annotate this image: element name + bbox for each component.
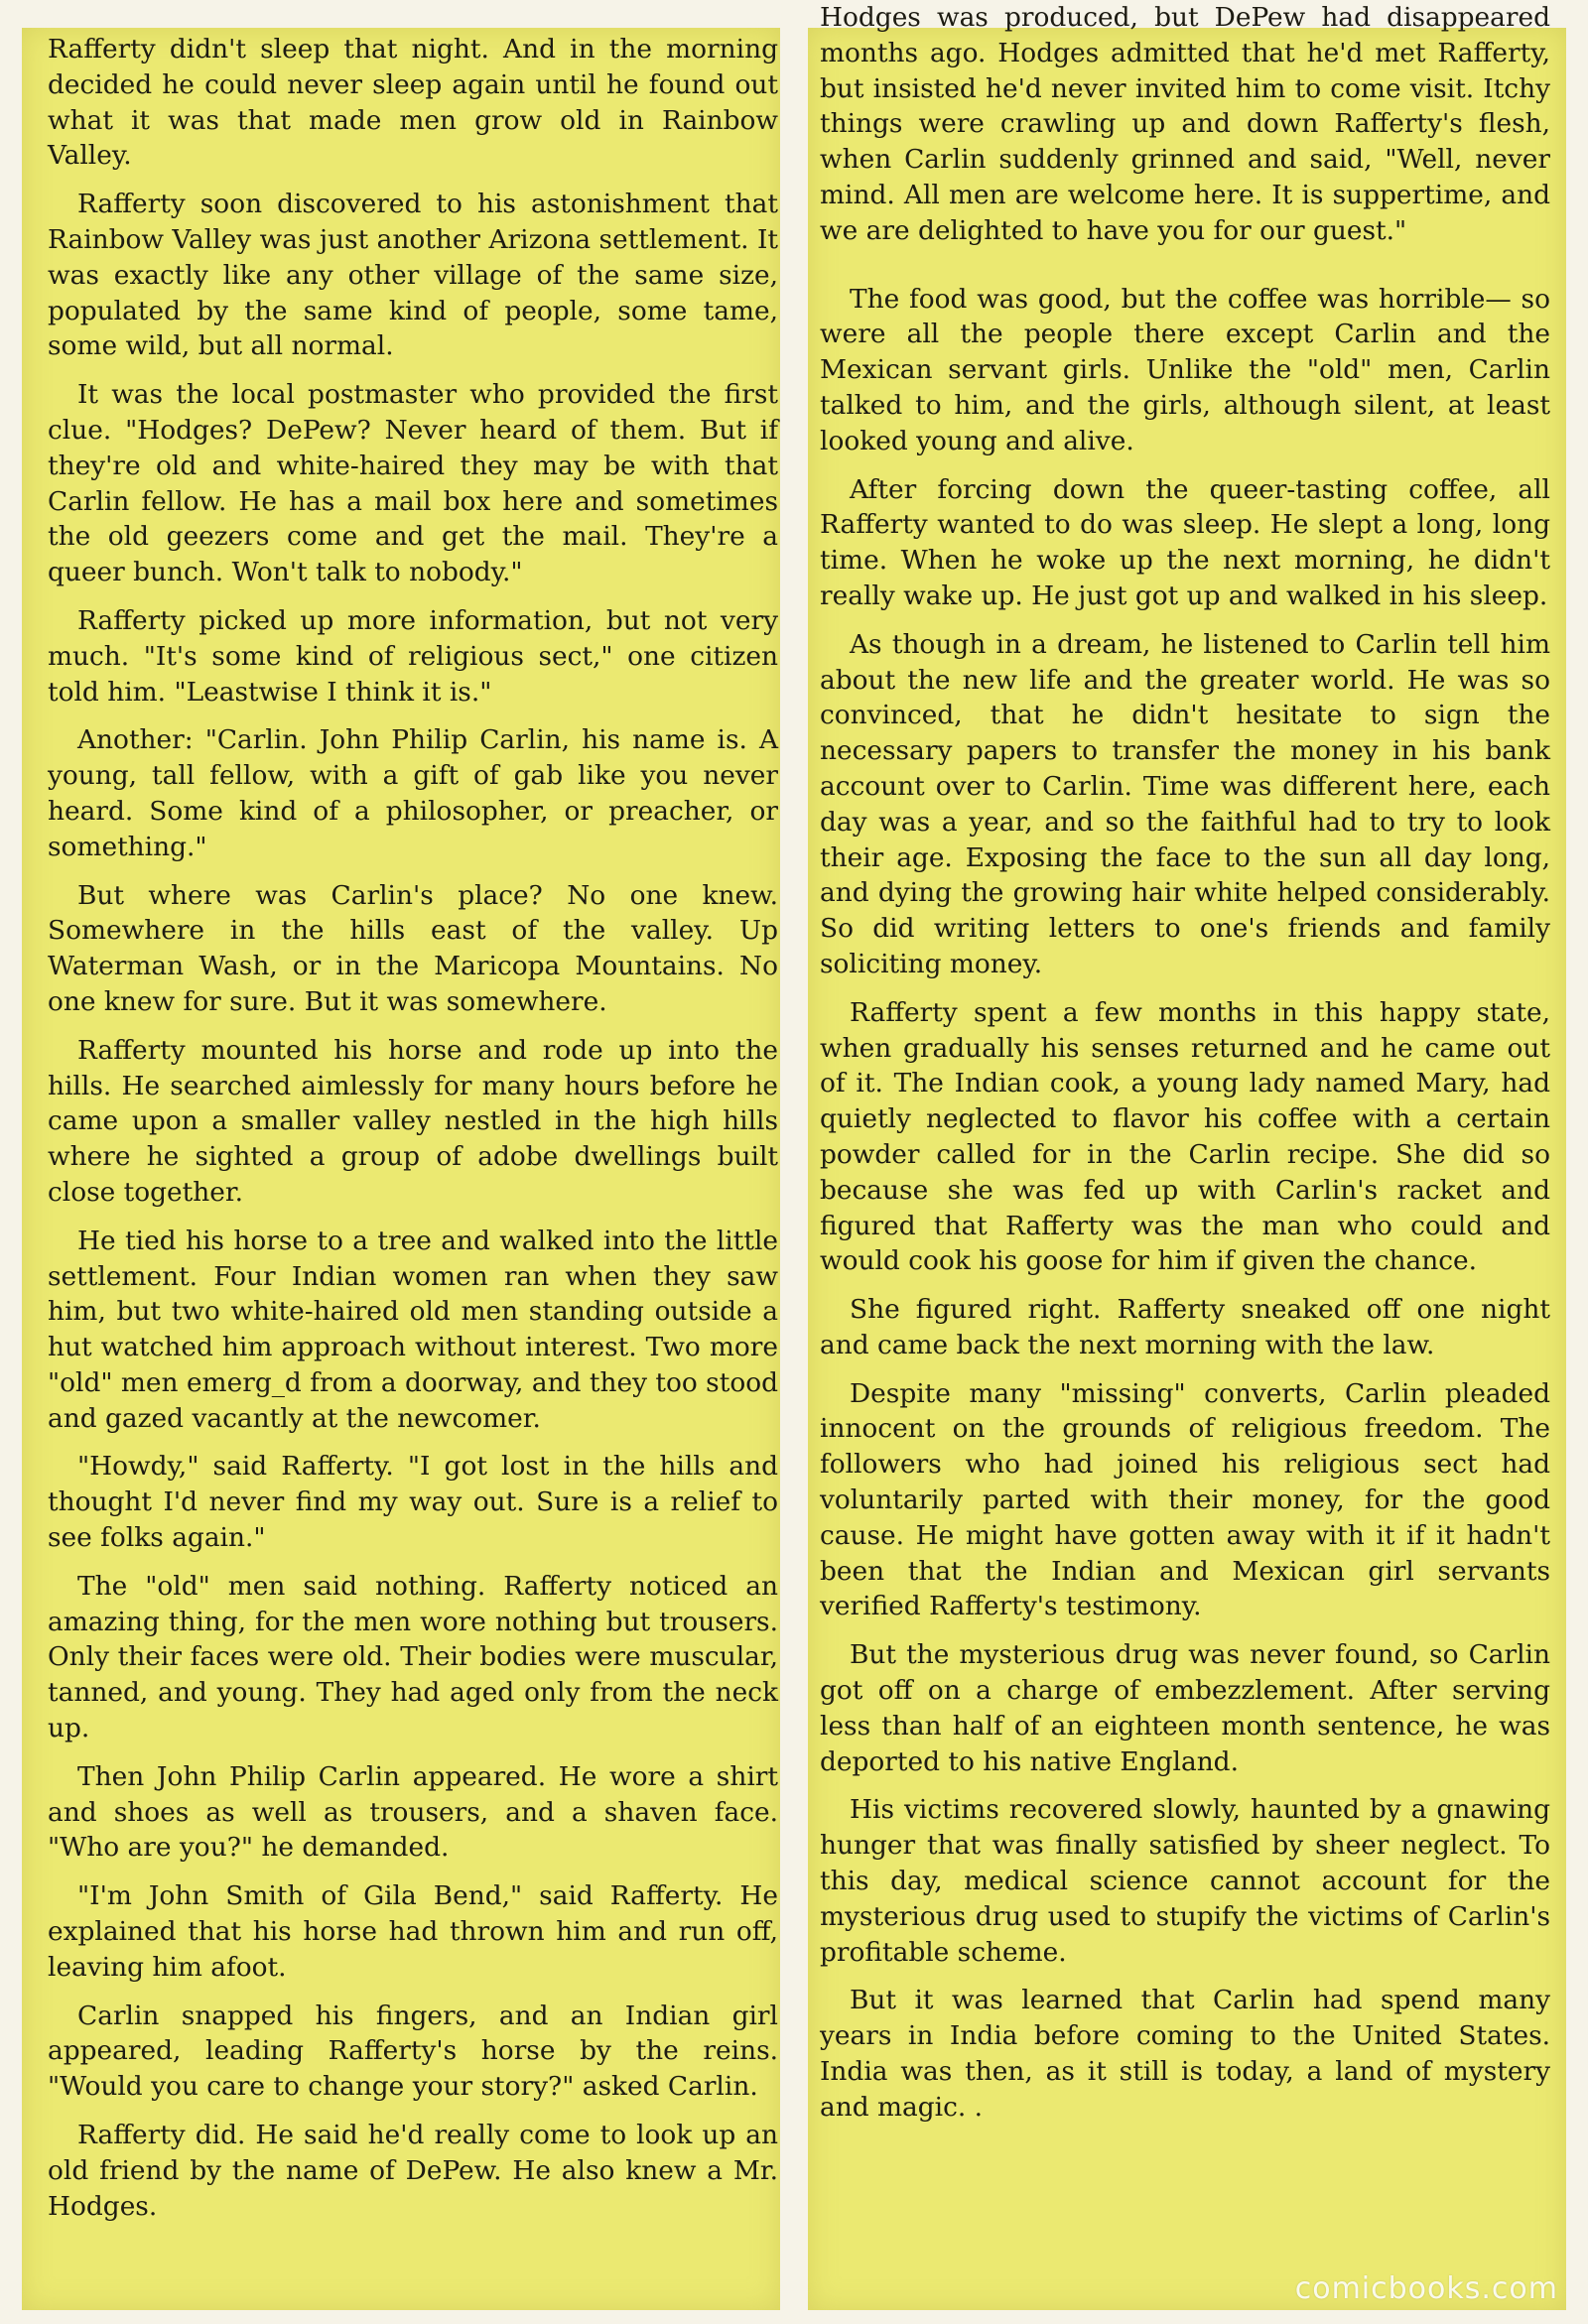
paragraph: But it was learned that Carlin had spend many years in India before coming to the United States. India was then, as it still is today, a land of mystery and magic. . xyxy=(820,1985,1550,2123)
paragraph: The food was good, but the coffee was horrible— so were all the people there except Carlin and the Mexican servant girls. Unlike the "old" men, Carlin talked to him, and the girls, although silent, at least looked young and alive. xyxy=(820,283,1550,456)
paragraph: She figured right. Rafferty sneaked off one night and came back the next morning with the law. xyxy=(820,1294,1550,1360)
paragraph: Another: "Carlin. John Philip Carlin, his name is. A young, tall fellow, with a gift of gab like you never heard. Some kind of a philosopher, or preacher, or something." xyxy=(48,724,778,862)
paragraph: His victims recovered slowly, haunted by a gnawing hunger that was finally satisfied by sheer neglect. To this day, medical science cannot account for the mysterious drug used to stupify the victims of Carlin's profitable scheme. xyxy=(820,1794,1550,1968)
paragraph: Rafferty picked up more information, but not very much. "It's some kind of religious sect," one citizen told him. "Leastwise I think it is." xyxy=(48,604,778,708)
paragraph: Carlin snapped his fingers, and an Indian girl appeared, leading Rafferty's horse by the reins. "Would you care to change your story?" asked Carlin. xyxy=(48,2000,778,2103)
paragraph: It was the local postmaster who provided the first clue. "Hodges? DePew? Never heard of them. But if they're old and white-haired they may be with that Carlin fellow. He has a mail box here and sometimes the old geezers come and get the mail. They're a queer bunch. Won't talk to nobody." xyxy=(48,379,778,588)
paragraph: "Howdy," said Rafferty. "I got lost in the hills and thought I'd never find my way out. Sure is a relief to see folks again." xyxy=(48,1451,778,1554)
paragraph: But where was Carlin's place? No one knew. Somewhere in the hills east of the valley. Up Waterman Wash, or in the Maricopa Mountains. No one knew for sure. But it was somewhere. xyxy=(48,879,778,1017)
site-watermark: comicbooks.com xyxy=(1294,2271,1558,2306)
left-text-column xyxy=(48,32,778,2237)
paragraph: "I'm John Smith of Gila Bend," said Rafferty. He explained that his horse had thrown him and run off, leaving him afoot. xyxy=(48,1880,778,1983)
right-text-column xyxy=(820,0,1550,2138)
paragraph: As though in a dream, he listened to Carlin tell him about the new life and the greater world. He was so convinced, that he didn't hesitate to sign the necessary papers to transfer the money in his bank account over to Carlin. Time was different here, each day was a year, and so the faithful had to try to look their age. Exposing the face to the sun all day long, and dying the growing hair white helped considerably. So did writing letters to one's friends and family soliciting money. xyxy=(820,628,1550,979)
paragraph: But the mysterious drug was never found, so Carlin got off on a charge of embezzlement. After serving less than half of an eighteen month sentence, he was deported to his native England. xyxy=(820,1639,1550,1777)
paragraph: Rafferty did. He said he'd really come to look up an old friend by the name of DePew. He also knew a Mr. Hodges. xyxy=(48,2120,778,2222)
paragraph: After forcing down the queer-tasting coffee, all Rafferty wanted to do was sleep. He slept a long, long time. When he woke up the next morning, he didn't really wake up. He just got up and walked in his sleep. xyxy=(820,473,1550,611)
paragraph: Then John Philip Carlin appeared. He wore a shirt and shoes as well as trousers, and a shaven face. "Who are you?" he demanded. xyxy=(48,1760,778,1864)
paragraph: Rafferty soon discovered to his astonishment that Rainbow Valley was just another Arizona settlement. It was exactly like any other village of the same size, populated by the same kind of people, some tame, some wild, but all normal. xyxy=(48,189,778,362)
paragraph: Rafferty spent a few months in this happy state, when gradually his senses returned and he came out of it. The Indian cook, a young lady named Mary, had quietly neglected to flavor his coffee with a certain powder called for in the Carlin recipe. She did so because she was fed up with Carlin's racket and figured that Rafferty was the man who could and would cook his goose for him if given the chance. xyxy=(820,996,1550,1277)
paragraph: The "old" men said nothing. Rafferty noticed an amazing thing, for the men wore nothing but trousers. Only their faces were old. Their bodies were muscular, tanned, and young. They had aged only from the neck up. xyxy=(48,1570,778,1744)
paragraph: Despite many "missing" converts, Carlin pleaded innocent on the grounds of religious freedom. The followers who had joined his religious sect had voluntarily parted with their money, for the good cause. He might have gotten away with it if it hadn't been that the Indian and Mexican girl servants verified Rafferty's testimony. xyxy=(820,1377,1550,1622)
paragraph: He tied his horse to a tree and walked into the little settlement. Four Indian women ran when they saw him, but two white-haired old men standing outside a hut watched him approach without interest. Two more "old" men emerg_d from a doorway, and they too stood and gazed vacantly at the newcomer. xyxy=(48,1225,778,1434)
paragraph: Hodges was produced, but DePew had disappeared months ago. Hodges admitted that he'd met Rafferty, but insisted he'd never invited him to come visit. Itchy things were crawling up and down Rafferty's flesh, when Carlin suddenly grinned and said, "Well, never mind. All men are welcome here. It is suppertime, and we are delighted to have you for our guest." xyxy=(820,2,1550,246)
paragraph: Rafferty mounted his horse and rode up into the hills. He searched aimlessly for many hours before he came upon a smaller valley nestled in the high hills where he sighted a group of adobe dwellings built close together. xyxy=(48,1034,778,1208)
paragraph: Rafferty didn't sleep that night. And in the morning decided he could never sleep again until he found out what it was that made men grow old in Rainbow Valley. xyxy=(48,34,778,172)
